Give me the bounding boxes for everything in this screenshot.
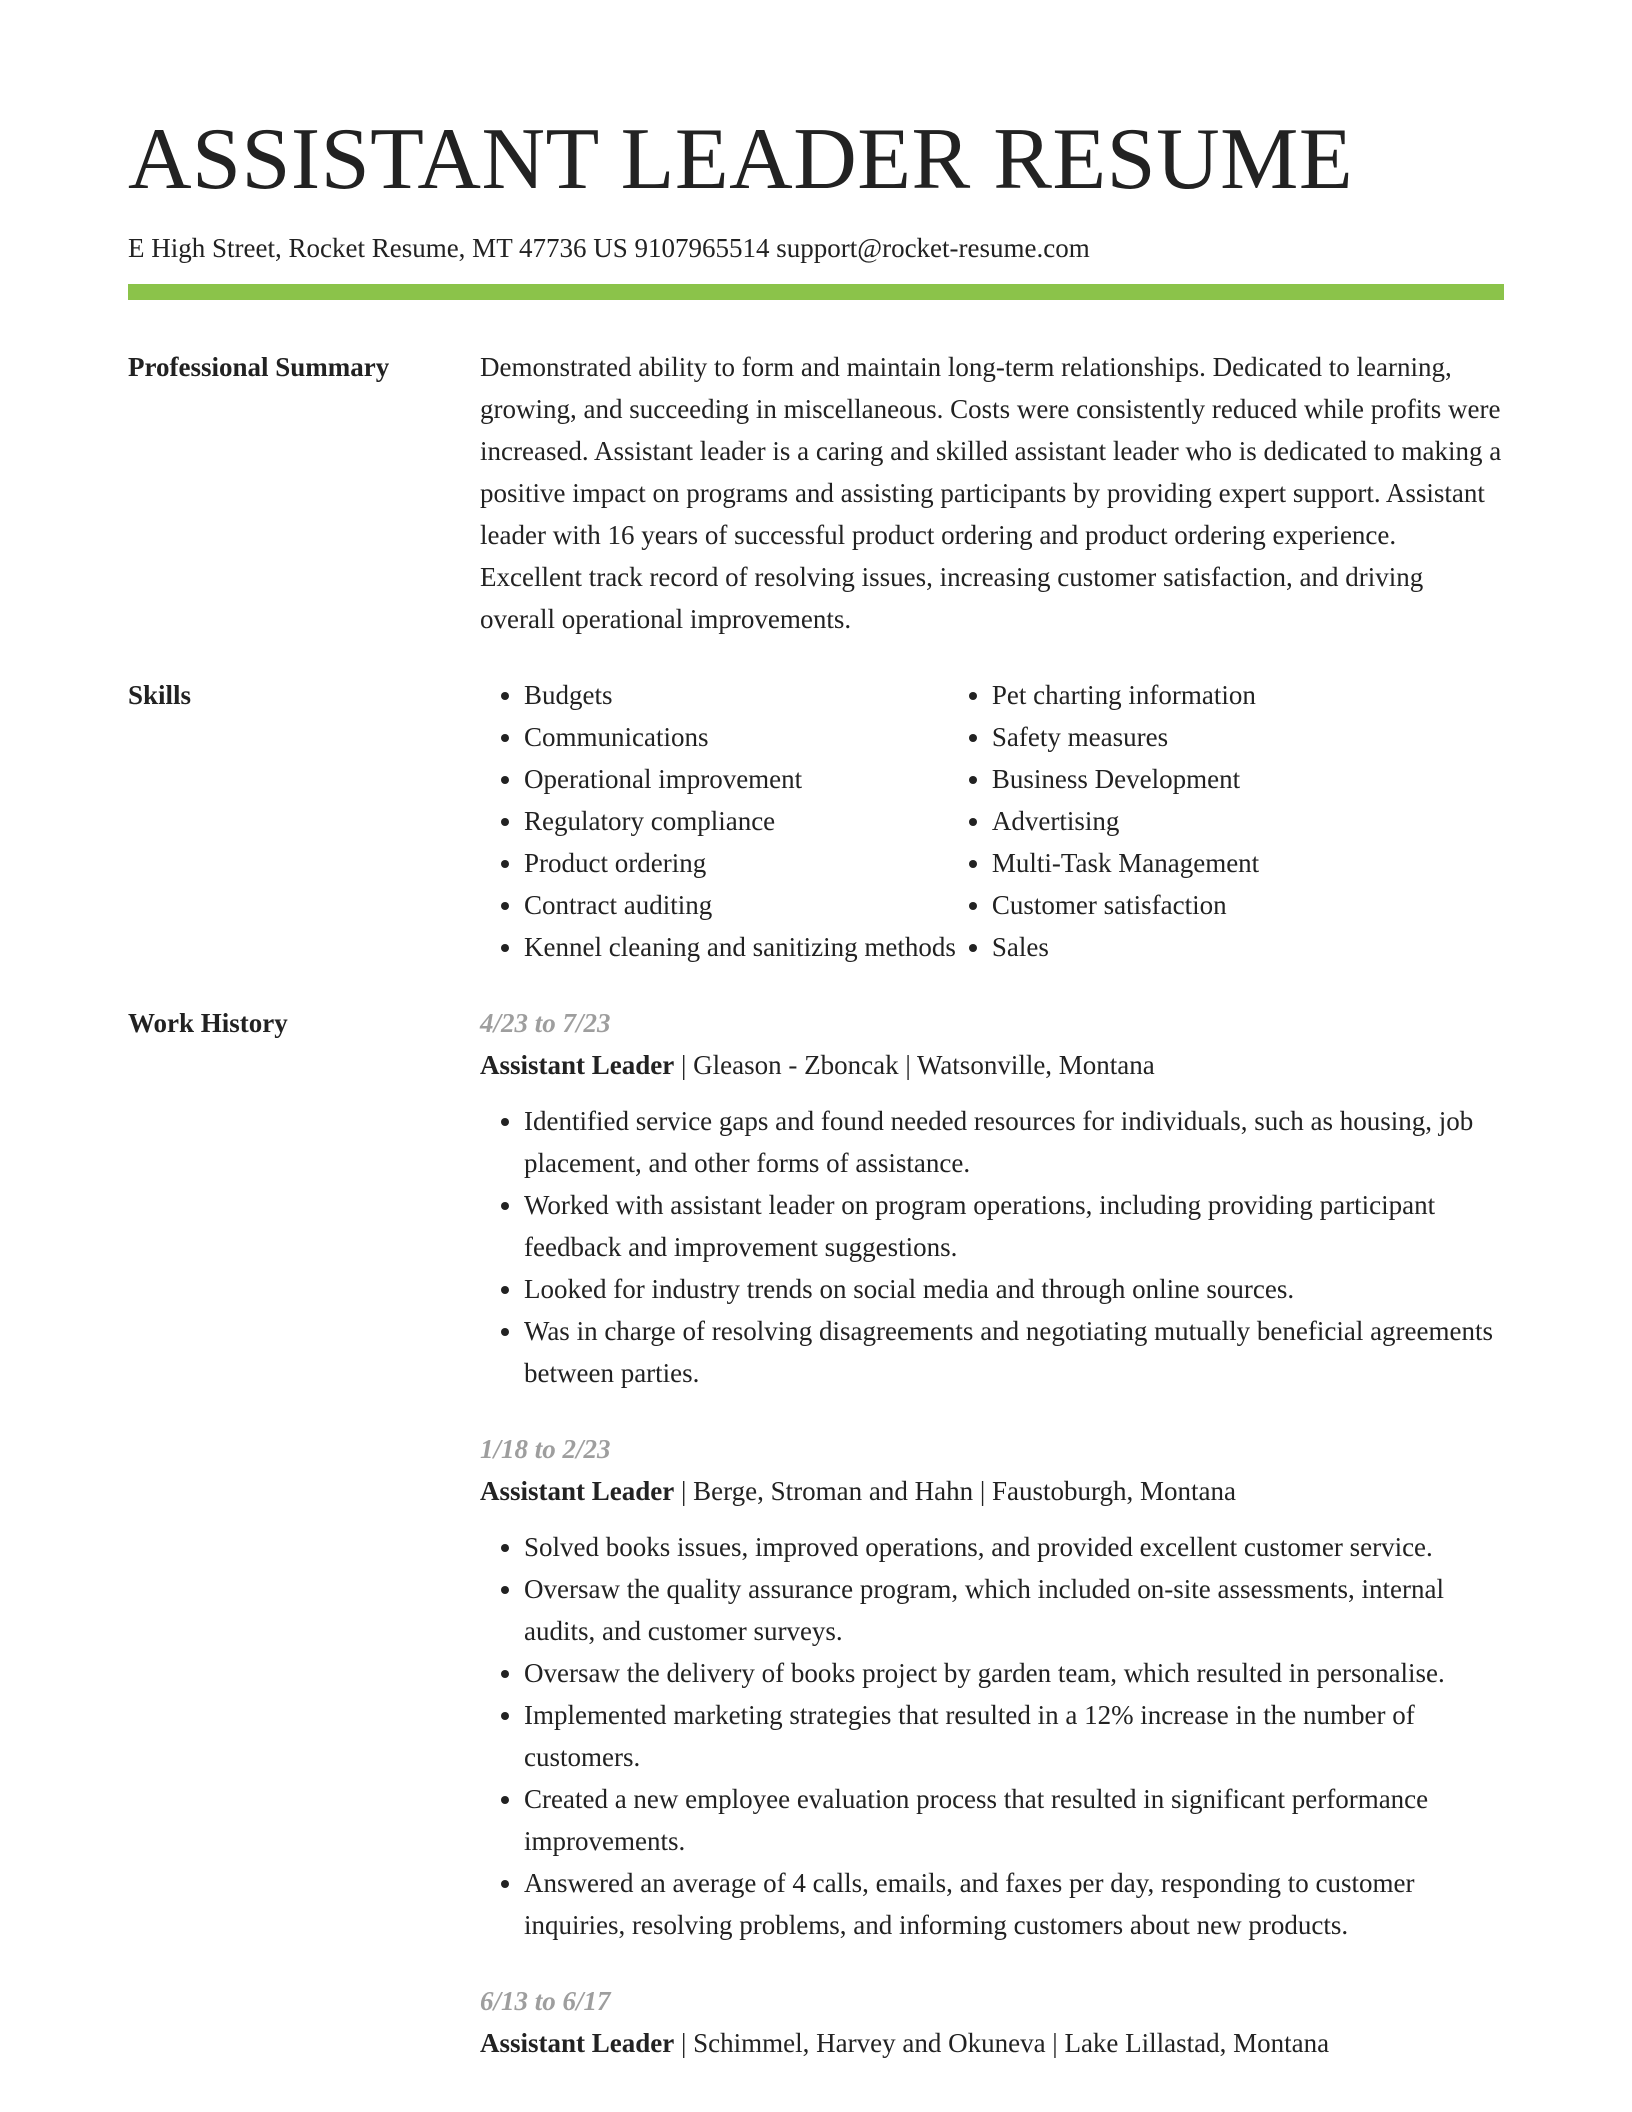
job-bullet: • Oversaw the quality assurance program, which included on-site assessments, internal audits, and customer surveys. (524, 1568, 1504, 1652)
address-text: E High Street, Rocket Resume, MT 47736 US (128, 233, 628, 263)
skill-item: • Customer satisfaction (992, 884, 1259, 926)
skills-section (128, 674, 1504, 968)
skills-columns (480, 674, 1504, 968)
job-bullet: • Looked for industry trends on social media and through online sources. (524, 1268, 1504, 1310)
skill-item: • Sales (992, 926, 1259, 968)
job-bullet: • Oversaw the delivery of books project by garden team, which resulted in personalise. (524, 1652, 1504, 1694)
job-bullet: • Answered an average of 4 calls, emails, and faxes per day, responding to customer inquiries, resolving problems, and informing customers about new products. (524, 1862, 1504, 1946)
job-heading (480, 1044, 1504, 1086)
job-bullet-list (480, 1100, 1504, 1394)
skill-item: • Advertising (992, 800, 1259, 842)
job-bullet: • Was in charge of resolving disagreements and negotiating mutually beneficial agreements between parties. (524, 1310, 1504, 1394)
job-bullet: • Created a new employee evaluation process that resulted in significant performance improvements. (524, 1778, 1504, 1862)
job-bullet: • Worked with assistant leader on program operations, including providing participant feedback and improvement suggestions. (524, 1184, 1504, 1268)
work-history-section (128, 1002, 1504, 2098)
skill-item: • Multi-Task Management (992, 842, 1259, 884)
job-bullet: • Implemented marketing strategies that resulted in a 12% increase in the number of customers. (524, 1694, 1504, 1778)
skills-list-left (480, 674, 956, 968)
skill-item: • Communications (524, 716, 956, 758)
job-dates: 1/18 to 2/23 (480, 1434, 611, 1465)
job-heading (480, 1470, 1504, 1512)
skill-item: • Safety measures (992, 716, 1259, 758)
job-title: Assistant Leader (480, 2028, 675, 2059)
skill-item: • Product ordering (524, 842, 956, 884)
summary-section (128, 346, 1504, 640)
contact-line (128, 232, 1504, 264)
skills-body (480, 674, 1504, 968)
job-details: | Schimmel, Harvey and Okuneva | Lake Lillastad, Montana (674, 2028, 1330, 2059)
job-entry (480, 1980, 1504, 2064)
skill-item: • Regulatory compliance (524, 800, 956, 842)
email-text: support@rocket-resume.com (776, 233, 1090, 263)
skill-item: • Operational improvement (524, 758, 956, 800)
resume-title: ASSISTANT LEADER RESUME (128, 111, 1354, 208)
job-details: | Gleason - Zboncak | Watsonville, Montana (674, 1050, 1155, 1081)
work-history-heading: Work History (128, 1008, 288, 1039)
job-title: Assistant Leader (480, 1476, 675, 1507)
skills-list-right (956, 674, 1259, 968)
accent-divider (128, 284, 1504, 300)
skill-item: • Business Development (992, 758, 1259, 800)
job-title: Assistant Leader (480, 1050, 675, 1081)
job-bullet-list (480, 1526, 1504, 1946)
job-dates: 6/13 to 6/17 (480, 1986, 611, 2017)
skill-item: • Contract auditing (524, 884, 956, 926)
summary-heading: Professional Summary (128, 352, 390, 383)
skills-heading: Skills (128, 680, 192, 711)
job-bullet: • Identified service gaps and found needed resources for individuals, such as housing, job placement, and other forms of assistance. (524, 1100, 1504, 1184)
job-heading (480, 2022, 1504, 2064)
work-history-body (480, 1002, 1504, 2098)
job-entry (480, 1002, 1504, 1394)
skill-item: • Kennel cleaning and sanitizing methods (524, 926, 956, 968)
job-entry (480, 1428, 1504, 1946)
job-bullet: • Solved books issues, improved operations, and provided excellent customer service. (524, 1526, 1504, 1568)
skill-item: • Budgets (524, 674, 956, 716)
summary-text: Demonstrated ability to form and maintain long-term relationships. Dedicated to learning, growing, and succeeding in miscellaneous. Costs were consistently reduced while profits were increased. Assistant leader is a caring and skilled assistant leader who is dedicated to making a positive impact on programs and assisting participants by providing expert support. Assistant leader with 16 years of successful product ordering and product ordering experience. Excellent track record of resolving issues, increasing customer satisfaction, and driving overall operational improvements. (480, 352, 1502, 635)
job-dates: 4/23 to 7/23 (480, 1008, 611, 1039)
skill-item: • Pet charting information (992, 674, 1259, 716)
job-details: | Berge, Stroman and Hahn | Faustoburgh, Montana (674, 1476, 1236, 1507)
phone-text: 9107965514 (634, 233, 770, 263)
summary-body (480, 346, 1504, 640)
